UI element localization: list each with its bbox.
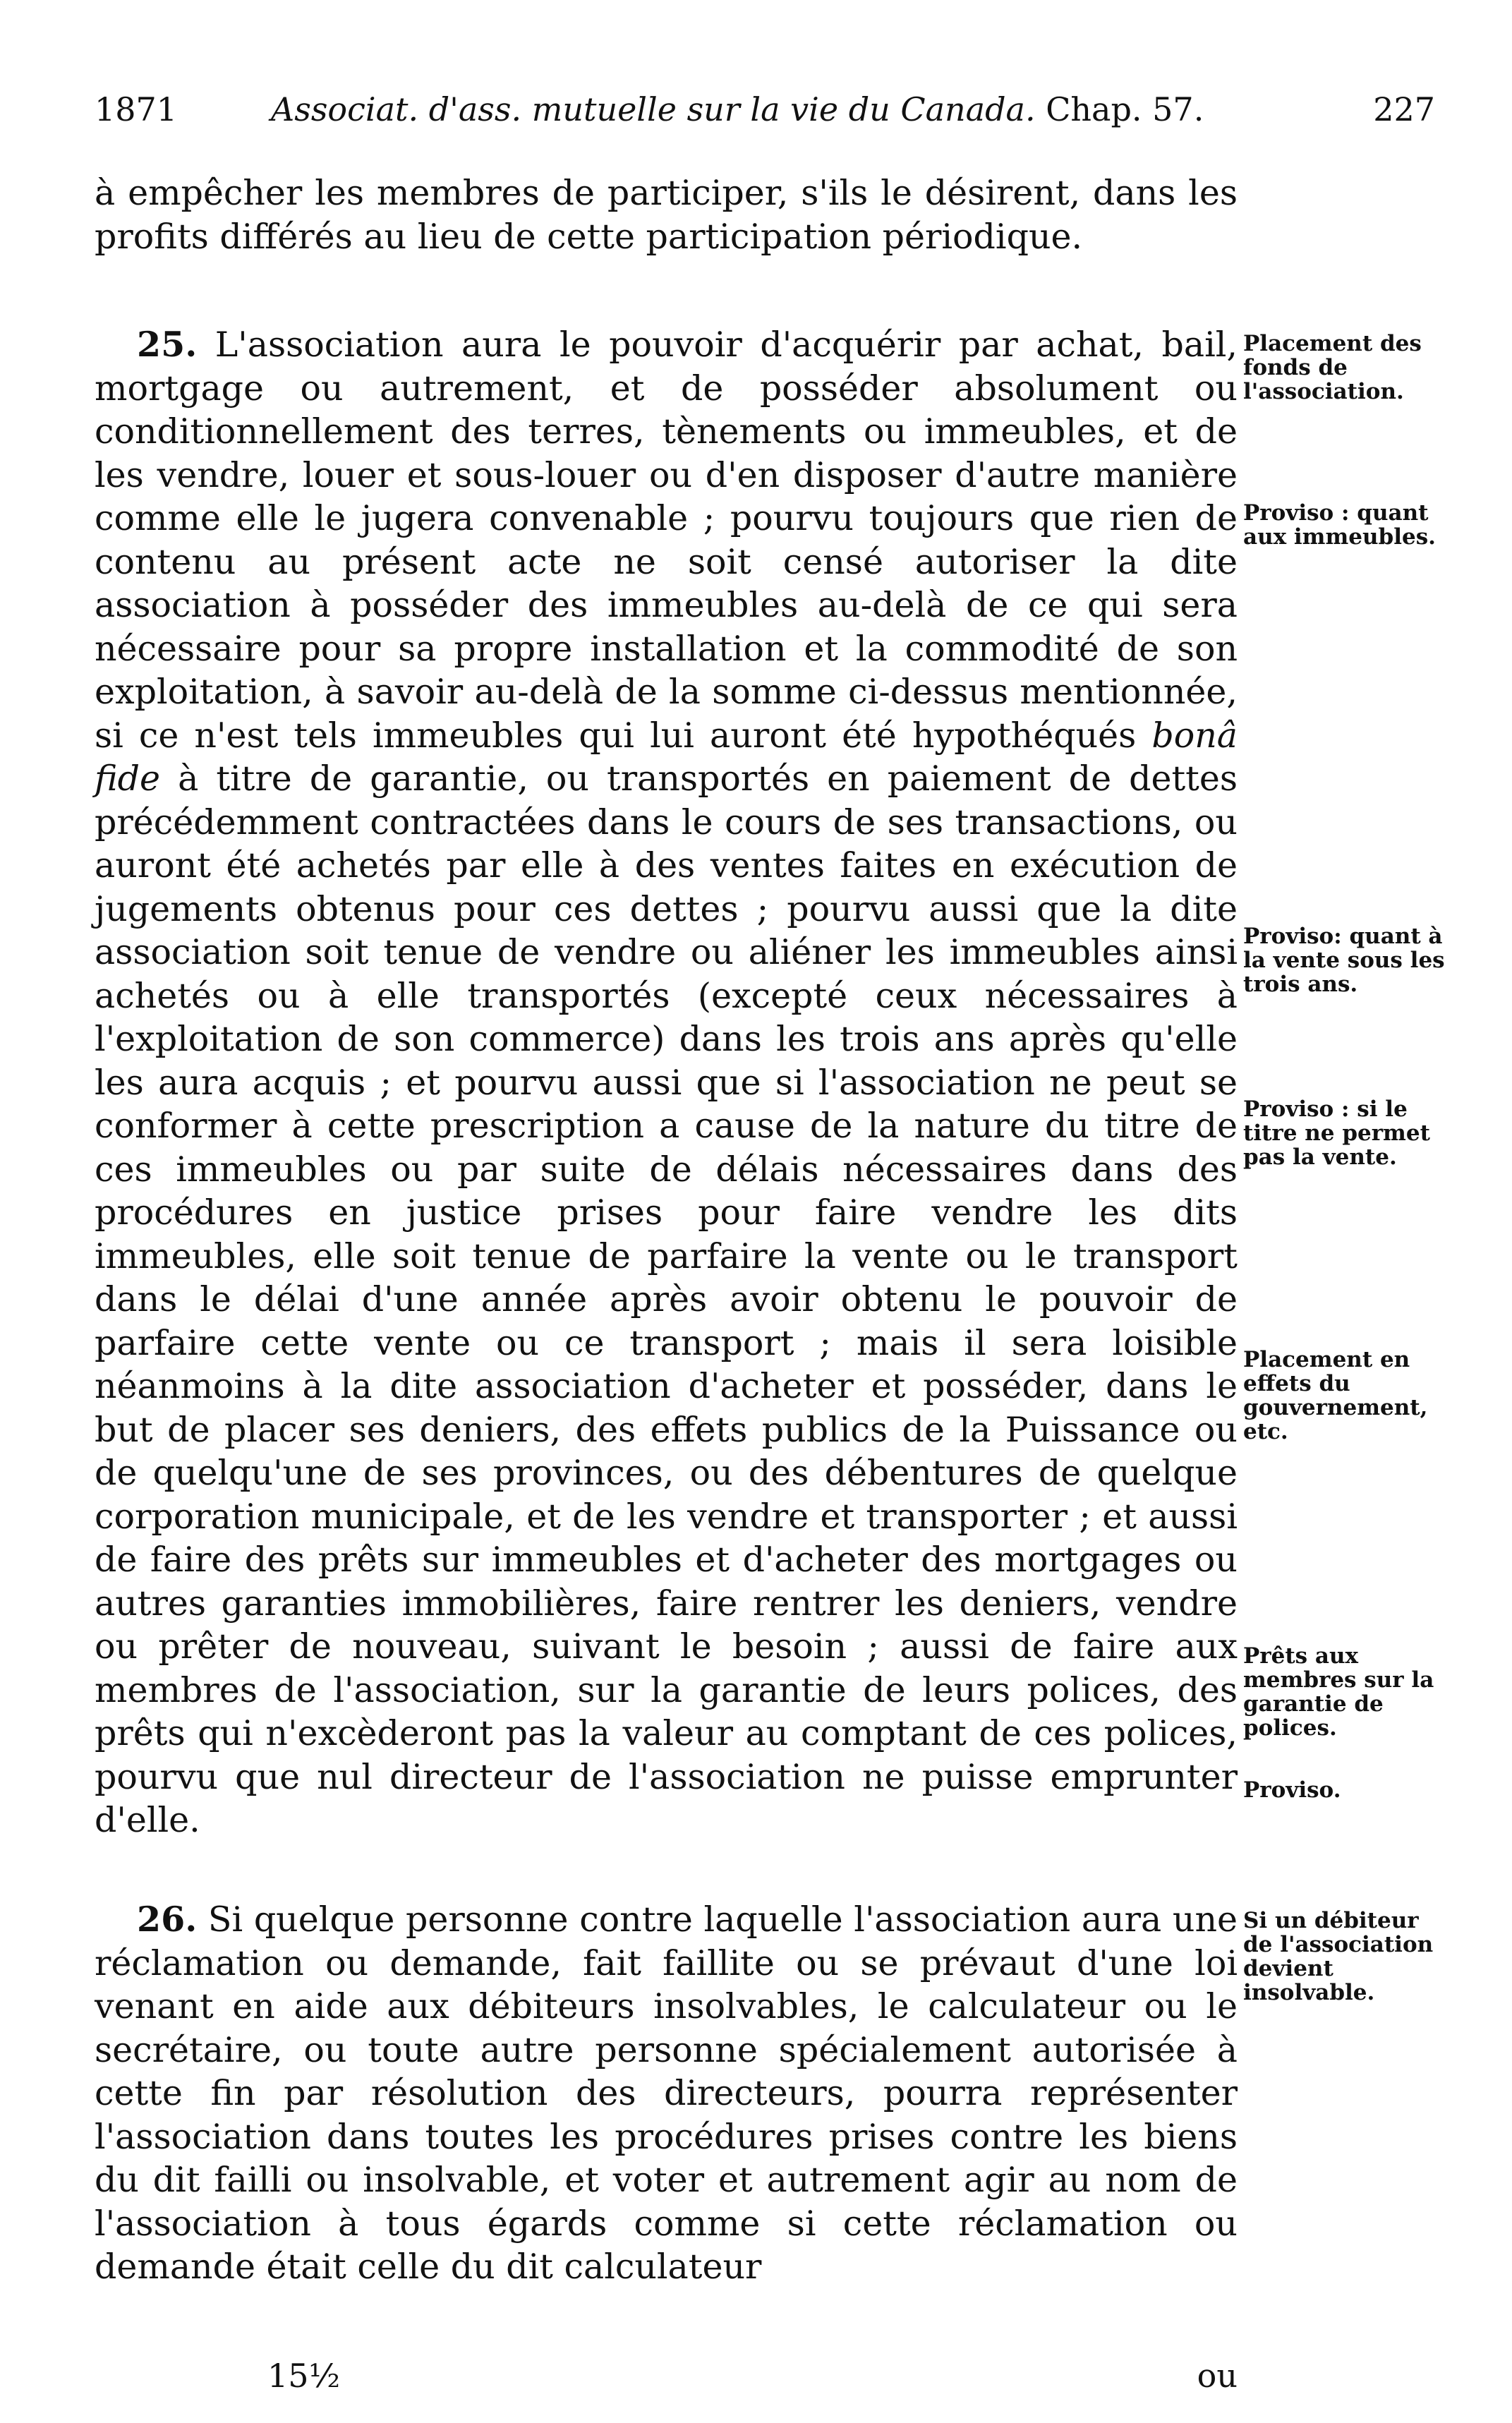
section-25-text <box>95 323 1238 1842</box>
section-26-body: Si quelque personne contre laquelle l'association aura une réclamation ou demande, fait faillite ou se prévaut d'une loi venant en aide aux débiteurs insolvables, le calculateur ou le secrétaire, ou toute autre personne spécialement autorisée à cette fin par résolution des directeurs, pourra représenter l'association dans toutes les procédures prises contre les biens du dit failli ou insolvable, et voter et autrement agir au nom de l'association à tous égards comme si cette réclamation ou demande était celle du dit calculateur <box>95 1899 1238 2287</box>
section-25-italic: bonâ fide <box>95 715 1238 799</box>
sidenote-placement-effets: Placement en effets du gouvernement, etc. <box>1243 1347 1428 1444</box>
header-year: 1871 <box>95 90 178 128</box>
paragraph-continuation-text: à empêcher les membres de participer, s'ils le désirent, dans les profits différés au lieu de cette participation périodique. <box>95 173 1238 257</box>
sidenote-placement-fonds: Placement des fonds de l'association. <box>1243 331 1422 404</box>
section-25-number: 25. <box>137 324 198 365</box>
section-25-text-b: à titre de garantie, ou transportés en paiement de dettes précédemment contractées dans le cours de ses transactions, ou auront été achetés par elle à des ventes faites en exécution de jugements obtenus pour ces dettes ; pourvu aussi que la dite association soit tenue de vendre ou aliéner les immeubles ainsi achetés ou à elle transportés (excepté ceux nécessaires à l'exploitation de son commerce) dans les trois ans après qu'elle les aura acquis ; et pourvu aussi que si l'association ne peut se conformer à cette prescription a cause de la nature du titre de ces immeubles ou par suite de délais nécessaires dans des procédures en justice prises pour faire vendre les dits immeubles, elle soit tenue de parfaire la vente ou le transport dans le délai d'une année après avoir obtenu le pouvoir de parfaire cette vente ou ce transport ; mais il sera loisible néanmoins à la dite association d'acheter et posséder, dans le but de placer ses deniers, des effets publics de la Puissance ou de quelqu'une de ses provinces, ou des débentures de quelque corporation municipale, et de les vendre et transporter ; et aussi de faire des prêts sur immeubles et d'acheter des mortgages ou autres garanties immobilières, faire rentrer les deniers, vendre ou prêter de nouveau, suivant le besoin ; aussi de faire aux membres de l'association, sur la garantie de leurs polices, des prêts qui n'excèderont pas la valeur au comptant de ces polices, pourvu que nul directeur de l'association ne puisse emprunter d'elle. <box>95 759 1238 1840</box>
section-26 <box>95 1898 1238 2289</box>
section-26-text <box>95 1898 1238 2289</box>
section-26-number: 26. <box>137 1899 198 1940</box>
sidenote-debiteur-insolvable: Si un débiteur de l'association devient insolvable. <box>1243 1908 1434 2005</box>
sidenote-proviso-vente: Proviso: quant à la vente sous les trois ans. <box>1243 924 1445 997</box>
header-chapter: Chap. 57. <box>1046 90 1204 128</box>
sidenote-prets-membres: Prêts aux membres sur la garantie de polices. <box>1243 1643 1434 1741</box>
sidenote-proviso-immeubles: Proviso : quant aux immeubles. <box>1243 500 1436 550</box>
header-title-text: Associat. d'ass. mutuelle sur la vie du Canada. <box>271 90 1036 128</box>
sidenote-proviso: Proviso. <box>1243 1777 1341 1803</box>
paragraph-continuation <box>95 171 1238 258</box>
running-header <box>95 90 1435 140</box>
page-footer <box>95 2357 1238 2399</box>
signature-mark: 15½ <box>267 2357 341 2395</box>
header-title <box>271 90 1204 128</box>
sidenote-proviso-titre: Proviso : si le titre ne permet pas la vente. <box>1243 1096 1430 1170</box>
section-25 <box>95 323 1238 1842</box>
page-number: 227 <box>1373 90 1435 128</box>
section-25-text-a: L'association aura le pouvoir d'acquérir par achat, bail, mortgage ou autrement, et de posséder absolument ou conditionnellement des terres, tènements ou immeubles, et de les vendre, louer et sous-louer ou d'en disposer d'autre manière comme elle le jugera convenable ; pourvu toujours que rien de contenu au présent acte ne soit censé autoriser la dite association à posséder des immeubles au-delà de ce qui sera nécessaire pour sa propre installation et la commodité de son exploitation, à savoir au-delà de la somme ci-dessus mentionnée, si ce n'est tels immeubles qui lui auront été hypothéqués <box>95 325 1238 756</box>
catchword: ou <box>1197 2357 1238 2395</box>
